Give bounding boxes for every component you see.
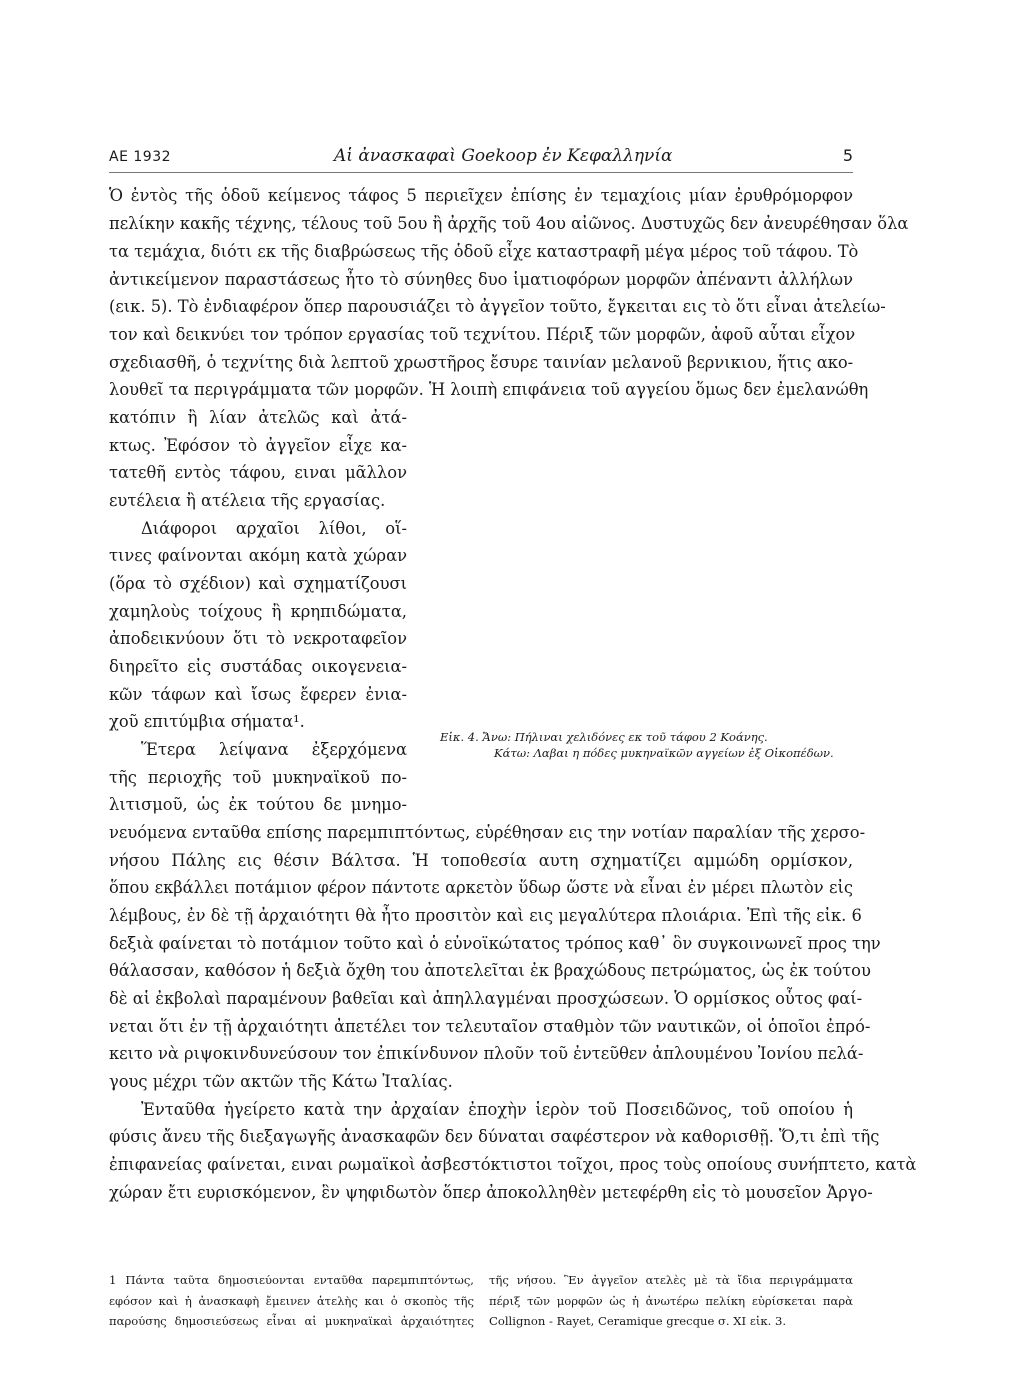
- body-line: (εικ. 5). Τὸ ἐνδιαφέρον ὅπερ παρουσιάζει τὸ ἀγγεῖον τοῦτο, ἔγκειται εις τὸ ὅτι εἶναι ἀτελείω-: [109, 297, 886, 316]
- narrow-line: τινες φαίνονται ακόμη κατὰ χώραν: [109, 546, 407, 565]
- narrow-line: κατόπιν ἢ λίαν ἀτελῶς καὶ ἀτά-: [109, 408, 407, 427]
- footnote-line: εφόσον καὶ ἡ ἀνασκαφὴ ἔμεινεν ἀτελὴς και ὁ σκοπὸς τῆς: [109, 1294, 474, 1308]
- narrow-line: (ὅρα τὸ σχέδιον) καὶ σχηματίζουσι: [109, 574, 407, 593]
- footnote-line: πέριξ τῶν μορφῶν ὡς ἡ ἀνωτέρω πελίκη εὑρίσκεται παρὰ: [489, 1294, 853, 1308]
- body-line: δεξιὰ φαίνεται τὸ ποτάμιον τοῦτο καὶ ὁ εὐνοϊκώτατος τρόπος καθ᾽ ὃν συγκοινωνεῖ προς την: [109, 934, 881, 953]
- running-title: Αἱ ἀνασκαφαὶ Goekoop ἐν Κεφαλληνία: [334, 146, 673, 166]
- narrow-line: λιτισμοῦ, ὡς ἐκ τούτου δε μνημο-: [109, 795, 407, 814]
- body-line: νευόμενα ενταῦθα επίσης παρεμπιπτόντως, εὑρέθησαν εις την νοτίαν παραλίαν τῆς χερσο-: [109, 823, 866, 842]
- footnote-line: τῆς νήσου. Ἓν ἀγγεῖον ατελὲς μὲ τὰ ἴδια περιγράμματα: [489, 1273, 853, 1287]
- narrow-line: Διάφοροι αρχαῖοι λίθοι, οἵ-: [141, 519, 407, 538]
- figure-caption-line-1: Εἰκ. 4. Ἄνω: Πήλιναι χελιδόνες εκ τοῦ τάφου 2 Κοάνης.: [440, 730, 768, 744]
- body-line: τον καὶ δεικνύει τον τρόπον εργασίας τοῦ τεχνίτου. Πέριξ τῶν μορφῶν, ἀφοῦ αὗται εἶχον: [109, 325, 856, 344]
- figure-4: [422, 640, 852, 760]
- body-line: λέμβους, ἐν δὲ τῇ ἀρχαιότητι θὰ ἦτο προσιτὸν καὶ εις μεγαλύτερα πλοιάρια. Ἐπὶ τῆς εἰκ. 6: [109, 906, 862, 925]
- body-line: Ὁ ἐντὸς τῆς ὁδοῦ κείμενος τάφος 5 περιεῖχεν ἐπίσης ἐν τεμαχίοις μίαν ἐρυθρόμορφον: [109, 186, 853, 205]
- narrow-line: τατεθῆ εντὸς τάφου, ειναι μᾶλλον: [109, 463, 407, 482]
- body-line: δὲ αἱ ἐκβολαὶ παραμένουν βαθεῖαι καὶ ἀπηλλαγμέναι προσχώσεων. Ὁ ορμίσκος οὗτος φαί-: [109, 989, 863, 1008]
- narrow-line: τῆς περιοχῆς τοῦ μυκηναϊκοῦ πο-: [109, 768, 407, 787]
- running-header: [109, 146, 853, 172]
- figure-caption-line-2: Κάτω: Λαβαι η πόδες μυκηναϊκῶν αγγείων ἐξ Οἰκοπέδων.: [494, 746, 834, 760]
- narrow-line: χαμηλοὺς τοίχους ἢ κρηπιδώματα,: [109, 602, 407, 621]
- footnote-line: παρούσης δημοσιεύσεως εἶναι αἱ μυκηναϊκαὶ ἀρχαιότητες: [109, 1314, 474, 1328]
- narrow-line: ευτέλεια ἢ ατέλεια τῆς εργασίας.: [109, 491, 386, 510]
- body-line: ὅπου εκβάλλει ποτάμιον φέρον πάντοτε αρκετὸν ὕδωρ ὥστε νὰ εἶναι ἐν μέρει πλωτὸν εἰς: [109, 878, 853, 897]
- narrow-line: χοῦ επιτύμβια σήματα¹.: [109, 712, 305, 731]
- body-line: πελίκην κακῆς τέχνης, τέλους τοῦ 5ου ἢ ἀρχῆς τοῦ 4ου αἰῶνος. Δυστυχῶς δεν ἀνευρέθησαν ὅλα: [109, 214, 909, 233]
- body-line: κειτο νὰ ριψοκινδυνεύσουν τον ἐπικίνδυνον πλοῦν τοῦ ἐντεῦθεν ἀπλουμένου Ἰονίου πελά-: [109, 1044, 864, 1063]
- body-line: νήσου Πάλης εις θέσιν Βάλτσα. Ἡ τοποθεσία αυτη σχηματίζει αμμώδη ορμίσκον,: [109, 851, 853, 870]
- page-number: 5: [842, 146, 853, 165]
- footnote-line: Collignon - Rayet, Ceramique grecque σ. XI εἰκ. 3.: [489, 1314, 787, 1328]
- journal-label: ΑΕ 1932: [109, 149, 172, 165]
- body-line: χώραν ἔτι ευρισκόμενον, ἓν ψηφιδωτὸν ὅπερ ἀποκολληθὲν μετεφέρθη εἰς τὸ μουσεῖον Ἀργο-: [109, 1183, 873, 1202]
- body-line: λουθεῖ τα περιγράμματα τῶν μορφῶν. Ἡ λοιπὴ επιφάνεια τοῦ αγγείου ὅμως δεν ἐμελανώθη: [109, 380, 869, 399]
- body-line: ἀντικείμενον παραστάσεως ἦτο τὸ σύνηθες δυο ἱματιοφόρων μορφῶν ἀπέναντι ἀλλήλων: [109, 270, 853, 289]
- narrow-line: διηρεῖτο εἰς συστάδας οικογενεια-: [109, 657, 407, 676]
- narrow-line: Ἕτερα λείψανα ἐξερχόμενα: [141, 740, 407, 759]
- body-line: Ἐνταῦθα ἠγείρετο κατὰ την ἀρχαίαν ἐποχὴν ἱερὸν τοῦ Ποσειδῶνος, τοῦ οποίου ἡ: [141, 1100, 853, 1119]
- body-line: γους μέχρι τῶν ακτῶν τῆς Κάτω Ἰταλίας.: [109, 1072, 453, 1091]
- body-line: θάλασσαν, καθόσον ἡ δεξιὰ ὄχθη του ἀποτελεῖται ἐκ βραχώδους πετρώματος, ὡς ἐκ τούτου: [109, 961, 871, 980]
- narrow-line: ἀποδεικνύουν ὅτι τὸ νεκροταφεῖον: [109, 629, 407, 648]
- narrow-line: κτως. Ἐφόσον τὸ ἀγγεῖον εἶχε κα-: [109, 436, 407, 455]
- body-line: τα τεμάχια, διότι εκ τῆς διαβρώσεως τῆς ὁδοῦ εἶχε καταστραφῆ μέγα μέρος τοῦ τάφου. Τὸ: [109, 242, 859, 261]
- header-rule: [109, 172, 853, 173]
- body-line: ἐπιφανείας φαίνεται, ειναι ρωμαϊκοὶ ἀσβεστόκτιστοι τοῖχοι, προς τοὺς οποίους συνήπτετο, κατὰ: [109, 1155, 917, 1174]
- narrow-line: κῶν τάφων καὶ ἴσως ἔφερεν ἐνια-: [109, 685, 407, 704]
- body-line: σχεδιασθῆ, ὁ τεχνίτης διὰ λεπτοῦ χρωστῆρος ἔσυρε ταινίαν μελανοῦ βερνικιου, ἥτις ακο-: [109, 353, 854, 372]
- footnote-line: 1 Πάντα ταῦτα δημοσιεύονται ενταῦθα παρεμπιπτόντως,: [109, 1273, 474, 1287]
- body-line: νεται ὅτι ἐν τῇ ἀρχαιότητι ἀπετέλει τον τελευταῖον σταθμὸν τῶν ναυτικῶν, οἱ ὁποῖοι ἐπρό-: [109, 1017, 871, 1036]
- body-line: φύσις ἄνευ τῆς διεξαγωγῆς ἀνασκαφῶν δεν δύναται σαφέστερον νὰ καθορισθῇ. Ὅ,τι ἐπὶ τῆς: [109, 1127, 880, 1146]
